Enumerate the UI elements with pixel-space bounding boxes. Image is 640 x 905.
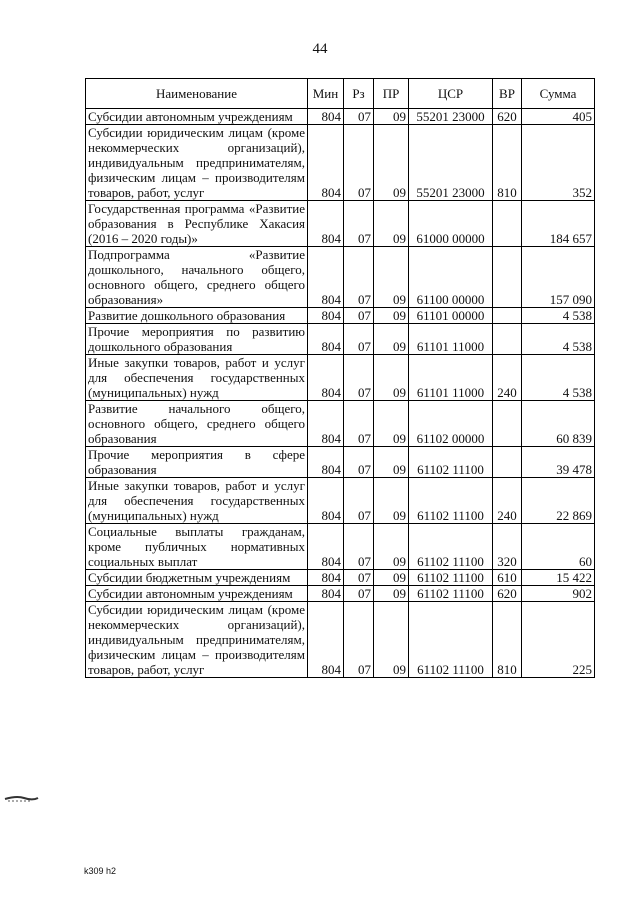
table-row [86, 201, 595, 247]
cell-rz: 07 [344, 109, 374, 125]
cell-vr [493, 324, 522, 355]
cell-rz: 07 [344, 308, 374, 324]
cell-pr: 09 [374, 109, 409, 125]
table-row [86, 308, 595, 324]
header-csr: ЦСР [409, 79, 493, 109]
cell-rz: 07 [344, 524, 374, 570]
cell-min: 804 [308, 478, 344, 524]
cell-vr: 620 [493, 109, 522, 125]
cell-vr [493, 247, 522, 308]
header-vr: ВР [493, 79, 522, 109]
cell-name: Развитие дошкольного образования [86, 308, 308, 324]
cell-csr: 61102 11100 [409, 447, 493, 478]
cell-min: 804 [308, 125, 344, 201]
cell-csr: 61100 00000 [409, 247, 493, 308]
cell-pr: 09 [374, 201, 409, 247]
cell-pr: 09 [374, 478, 409, 524]
cell-min: 804 [308, 586, 344, 602]
cell-csr: 61102 11100 [409, 586, 493, 602]
cell-pr: 09 [374, 570, 409, 586]
cell-rz: 07 [344, 324, 374, 355]
cell-min: 804 [308, 570, 344, 586]
cell-sum: 184 657 [522, 201, 595, 247]
table-row [86, 109, 595, 125]
cell-csr: 61102 00000 [409, 401, 493, 447]
cell-min: 804 [308, 247, 344, 308]
cell-min: 804 [308, 355, 344, 401]
cell-vr [493, 308, 522, 324]
table-row [86, 524, 595, 570]
table-row [86, 586, 595, 602]
cell-pr: 09 [374, 324, 409, 355]
table-row [86, 447, 595, 478]
cell-name: Субсидии автономным учреждениям [86, 109, 308, 125]
cell-name: Субсидии автономным учреждениям [86, 586, 308, 602]
cell-pr: 09 [374, 125, 409, 201]
cell-vr: 810 [493, 125, 522, 201]
cell-rz: 07 [344, 355, 374, 401]
cell-csr: 61102 11100 [409, 478, 493, 524]
cell-csr: 61101 00000 [409, 308, 493, 324]
cell-vr [493, 201, 522, 247]
cell-name: Субсидии юридическим лицам (кроме некоммерческих организаций), индивидуальным предпринимателям, физическим лицам – производителям товаров, работ, услуг [86, 602, 308, 678]
cell-name: Подпрограмма «Развитие дошкольного, начального общего, основного общего, среднего общего образования» [86, 247, 308, 308]
cell-vr [493, 401, 522, 447]
cell-sum: 4 538 [522, 355, 595, 401]
budget-table [85, 78, 595, 678]
header-rz: Рз [344, 79, 374, 109]
cell-vr: 610 [493, 570, 522, 586]
header-min: Мин [308, 79, 344, 109]
table-row [86, 478, 595, 524]
header-sum: Сумма [522, 79, 595, 109]
cell-name: Иные закупки товаров, работ и услуг для обеспечения государственных (муниципальных) нужд [86, 355, 308, 401]
cell-sum: 4 538 [522, 308, 595, 324]
cell-csr: 55201 23000 [409, 109, 493, 125]
cell-rz: 07 [344, 478, 374, 524]
cell-csr: 61102 11100 [409, 570, 493, 586]
cell-pr: 09 [374, 602, 409, 678]
cell-pr: 09 [374, 355, 409, 401]
cell-csr: 61101 11000 [409, 324, 493, 355]
cell-min: 804 [308, 524, 344, 570]
cell-name: Прочие мероприятия по развитию дошкольного образования [86, 324, 308, 355]
cell-min: 804 [308, 308, 344, 324]
table-row [86, 570, 595, 586]
cell-pr: 09 [374, 524, 409, 570]
cell-sum: 157 090 [522, 247, 595, 308]
cell-min: 804 [308, 447, 344, 478]
cell-vr: 240 [493, 478, 522, 524]
cell-sum: 4 538 [522, 324, 595, 355]
page-number: 44 [312, 41, 328, 57]
cell-rz: 07 [344, 447, 374, 478]
margin-mark [4, 792, 40, 806]
cell-csr: 61102 11100 [409, 602, 493, 678]
cell-sum: 60 839 [522, 401, 595, 447]
cell-rz: 07 [344, 401, 374, 447]
cell-name: Социальные выплаты гражданам, кроме публичных нормативных социальных выплат [86, 524, 308, 570]
cell-min: 804 [308, 324, 344, 355]
cell-csr: 61102 11100 [409, 524, 493, 570]
cell-rz: 07 [344, 602, 374, 678]
cell-rz: 07 [344, 570, 374, 586]
cell-pr: 09 [374, 247, 409, 308]
table-row [86, 401, 595, 447]
cell-csr: 61101 11000 [409, 355, 493, 401]
table-row [86, 602, 595, 678]
cell-sum: 22 869 [522, 478, 595, 524]
header-name: Наименование [86, 79, 308, 109]
table-row [86, 355, 595, 401]
cell-min: 804 [308, 602, 344, 678]
table-row [86, 324, 595, 355]
cell-rz: 07 [344, 201, 374, 247]
cell-min: 804 [308, 201, 344, 247]
cell-name: Иные закупки товаров, работ и услуг для обеспечения государственных (муниципальных) нужд [86, 478, 308, 524]
table-header-row [86, 79, 595, 109]
cell-pr: 09 [374, 447, 409, 478]
cell-csr: 55201 23000 [409, 125, 493, 201]
cell-sum: 60 [522, 524, 595, 570]
cell-sum: 15 422 [522, 570, 595, 586]
cell-vr: 240 [493, 355, 522, 401]
cell-csr: 61000 00000 [409, 201, 493, 247]
cell-vr [493, 447, 522, 478]
cell-rz: 07 [344, 125, 374, 201]
cell-pr: 09 [374, 308, 409, 324]
cell-name: Субсидии бюджетным учреждениям [86, 570, 308, 586]
cell-pr: 09 [374, 586, 409, 602]
cell-sum: 405 [522, 109, 595, 125]
cell-sum: 39 478 [522, 447, 595, 478]
cell-rz: 07 [344, 247, 374, 308]
header-pr: ПР [374, 79, 409, 109]
cell-rz: 07 [344, 586, 374, 602]
table-row [86, 125, 595, 201]
cell-name: Прочие мероприятия в сфере образования [86, 447, 308, 478]
cell-name: Государственная программа «Развитие образования в Республике Хакасия (2016 – 2020 годы)» [86, 201, 308, 247]
footer-code: k309 h2 [84, 866, 117, 876]
cell-vr: 620 [493, 586, 522, 602]
table-row [86, 247, 595, 308]
cell-min: 804 [308, 401, 344, 447]
cell-vr: 810 [493, 602, 522, 678]
cell-min: 804 [308, 109, 344, 125]
cell-name: Развитие начального общего, основного общего, среднего общего образования [86, 401, 308, 447]
cell-vr: 320 [493, 524, 522, 570]
cell-sum: 902 [522, 586, 595, 602]
cell-pr: 09 [374, 401, 409, 447]
cell-name: Субсидии юридическим лицам (кроме некоммерческих организаций), индивидуальным предпринимателям, физическим лицам – производителям товаров, работ, услуг [86, 125, 308, 201]
cell-sum: 352 [522, 125, 595, 201]
cell-sum: 225 [522, 602, 595, 678]
